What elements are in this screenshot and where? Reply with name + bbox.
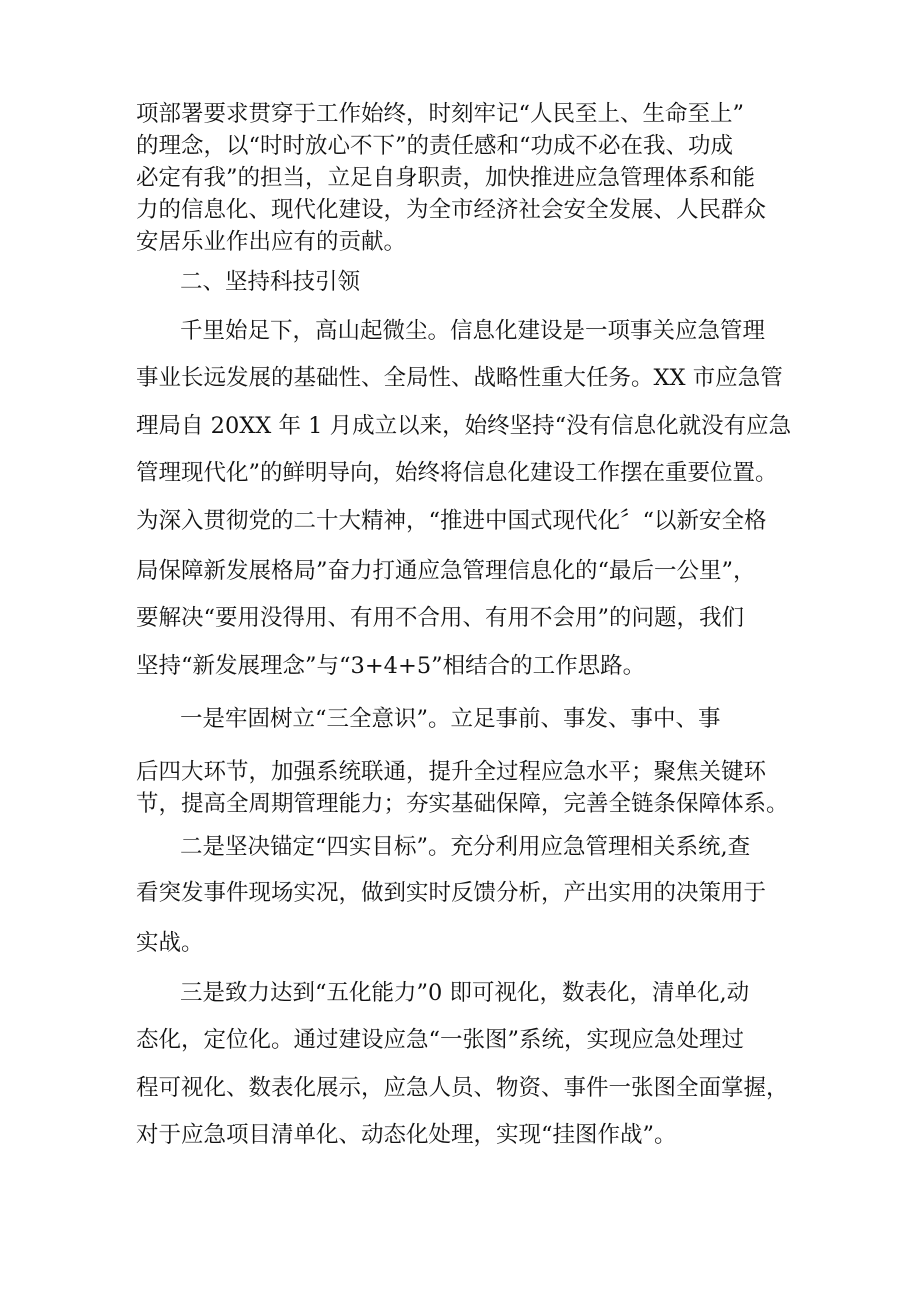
text-line: 一是牢固树立“三全意识”。立足事前、事发、事中、事 — [180, 706, 721, 732]
text-line: 理局自 20XX 年 1 月成立以来，始终坚持“没有信息化就没有应急 — [136, 413, 792, 439]
text-line: 力的信息化、现代化建设，为全市经济社会安全发展、人民群众 — [136, 197, 767, 223]
text-line: 后四大环节，加强系统联通，提升全过程应急水平；聚焦关键环 — [136, 759, 767, 785]
text-line: 坚持“新发展理念”与“3+4+5”相结合的工作思路。 — [136, 653, 646, 679]
text-line: 程可视化、数表化展示，应急人员、物资、事件一张图全面掌握， — [136, 1075, 789, 1101]
text-line: 实战。 — [136, 930, 204, 956]
text-line: 项部署要求贯穿于工作始终，时刻牢记“人民至上、生命至上” — [136, 101, 745, 127]
text-line: 二是坚决锚定“四实目标”。充分利用应急管理相关系统,查 — [180, 834, 751, 860]
text-line: 为深入贯彻党的二十大精神，“推进中国式现代化〞“以新安全格 — [136, 508, 767, 534]
text-line: 事业长远发展的基础性、全局性、战略性重大任务。XX 市应急管 — [136, 365, 783, 391]
text-line: 安居乐业作出应有的贡献。 — [136, 229, 407, 255]
text-line: 要解决“要用没得用、有用不合用、有用不会用”的问题，我们 — [136, 605, 745, 631]
text-line: 态化，定位化。通过建设应急“一张图”系统，实现应急处理过 — [136, 1027, 745, 1053]
section-heading: 二、坚持科技引领 — [180, 269, 361, 295]
text-line: 三是致力达到“五化能力”0 即可视化，数表化，清单化,动 — [180, 980, 750, 1006]
text-line: 的理念，以“时时放心不下”的责任感和“功成不必在我、功成 — [136, 133, 734, 159]
text-line: 看突发事件现场实况，做到实时反馈分析，产出实用的决策用于 — [136, 880, 767, 906]
text-line: 局保障新发展格局”奋力打通应急管理信息化的“最后一公里”， — [136, 558, 756, 584]
text-line: 对于应急项目清单化、动态化处理，实现“挂图作战”。 — [136, 1122, 677, 1148]
text-line: 千里始足下，高山起微尘。信息化建设是一项事关应急管理 — [180, 318, 766, 344]
text-line: 节，提高全周期管理能力；夯实基础保障，完善全链条保障体系。 — [136, 791, 789, 817]
text-line: 必定有我”的担当，立足自身职责，加快推进应急管理体系和能 — [136, 165, 756, 191]
text-line: 管理现代化”的鲜明导向，始终将信息化建设工作摆在重要位置。 — [136, 460, 778, 486]
